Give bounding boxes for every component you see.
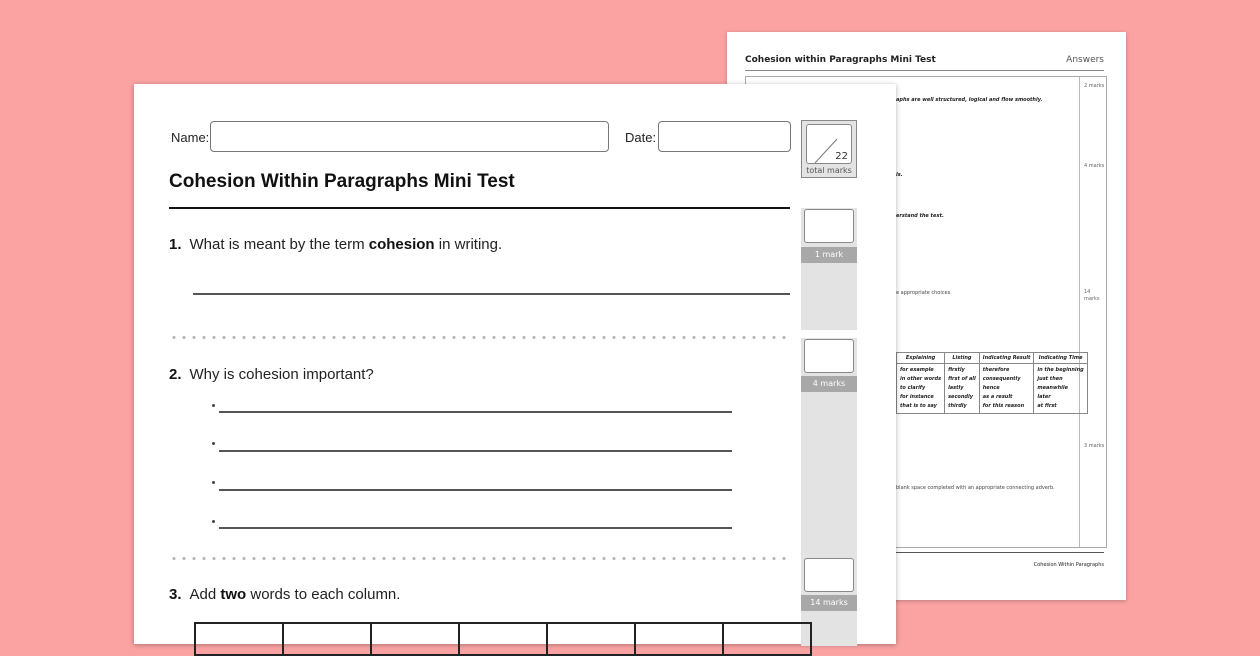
q3-marks-label: 14 marks xyxy=(801,595,857,611)
question-text: words to each column. xyxy=(246,586,401,603)
answer-word: for example xyxy=(900,367,934,373)
answer-line[interactable] xyxy=(219,489,732,491)
answer-mark: 2 marks xyxy=(1084,83,1105,89)
word-table-cell[interactable] xyxy=(371,623,459,655)
answers-label: Answers xyxy=(1066,55,1104,65)
answer-word: therefore xyxy=(982,367,1010,373)
question-text: What is meant by the term xyxy=(189,236,369,253)
answer-line[interactable] xyxy=(219,411,732,413)
answer-line[interactable] xyxy=(193,293,790,295)
dotted-separator xyxy=(169,336,790,339)
question-text: in writing. xyxy=(434,236,503,253)
answer-table-header: Indicating Time xyxy=(1034,353,1087,364)
word-table-cell[interactable] xyxy=(723,623,811,655)
answer-word: that is to say xyxy=(900,403,937,409)
date-field[interactable] xyxy=(658,121,791,152)
question-3 xyxy=(169,586,400,603)
name-field[interactable] xyxy=(210,121,609,152)
answer-table xyxy=(896,352,1088,414)
answer-word: first of all xyxy=(948,376,976,382)
question-text: Why is cohesion important? xyxy=(189,366,374,383)
q2-mark-box[interactable] xyxy=(804,339,854,373)
answer-table-header: Indicating Result xyxy=(979,353,1034,364)
word-table-cell[interactable] xyxy=(459,623,547,655)
answer-word: for this reason xyxy=(982,403,1025,409)
answer-table-header: Listing xyxy=(945,353,980,364)
answer-mark: 14 marks xyxy=(1084,289,1100,302)
question-text: Add xyxy=(189,586,221,603)
answer-word: hence xyxy=(982,385,1000,391)
answer-word: in the beginning xyxy=(1037,367,1084,373)
question-number: 3. xyxy=(169,586,182,603)
word-table-cell[interactable] xyxy=(283,623,371,655)
dotted-separator xyxy=(169,557,790,560)
answer-mark: 4 marks xyxy=(1084,163,1105,169)
answer-table-cell xyxy=(945,364,980,414)
question-number: 2. xyxy=(169,366,182,383)
answer-word: just then xyxy=(1037,376,1063,382)
q2-marks-label: 4 marks xyxy=(801,376,857,392)
answer-word: thirdly xyxy=(948,403,967,409)
answer-table-cell xyxy=(979,364,1034,414)
bullet-icon xyxy=(212,520,215,523)
answer-word: to clarify xyxy=(900,385,926,391)
bullet-icon xyxy=(212,404,215,407)
answer-word: meanwhile xyxy=(1037,385,1068,391)
bullet-icon xyxy=(212,442,215,445)
answer-table-cell xyxy=(1034,364,1087,414)
answer-text: erstand the text. xyxy=(896,213,944,219)
answer-line[interactable] xyxy=(219,527,732,529)
answer-word: firstly xyxy=(948,367,965,373)
question-number: 1. xyxy=(169,236,182,253)
date-label: Date: xyxy=(625,130,657,145)
answer-table-header: Explaining xyxy=(897,353,945,364)
worksheet xyxy=(134,84,896,644)
answer-divider xyxy=(1079,77,1080,547)
answer-word: at first xyxy=(1037,403,1057,409)
worksheet-title: Cohesion Within Paragraphs Mini Test xyxy=(169,171,515,192)
answer-note: blank space completed with an appropriate connecting adverb. xyxy=(896,485,1055,491)
title-rule xyxy=(169,207,790,209)
answer-text: e appropriate choices. xyxy=(896,290,952,296)
word-table-cell[interactable] xyxy=(547,623,635,655)
answer-mark: 3 marks xyxy=(1084,443,1105,449)
answer-word: secondly xyxy=(948,394,973,400)
question-2 xyxy=(169,366,374,383)
answer-footer: Cohesion Within Paragraphs xyxy=(1033,562,1104,568)
bullet-icon xyxy=(212,481,215,484)
answer-table-cell xyxy=(897,364,945,414)
answer-text: ls. xyxy=(896,172,903,178)
total-marks-box xyxy=(801,120,857,178)
word-table-cell[interactable] xyxy=(635,623,723,655)
word-table xyxy=(194,622,812,656)
total-marks-field[interactable] xyxy=(806,124,852,164)
name-label: Name: xyxy=(171,130,210,145)
question-1 xyxy=(169,236,502,253)
answer-sheet-title: Cohesion within Paragraphs Mini Test xyxy=(745,55,936,65)
question-keyword: cohesion xyxy=(368,236,435,253)
answer-word: as a result xyxy=(982,394,1013,400)
answer-word: consequently xyxy=(982,376,1021,382)
answer-word: in other words xyxy=(900,376,942,382)
answer-text: aphs are well structured, logical and flow smoothly. xyxy=(896,97,1043,103)
q1-marks-label: 1 mark xyxy=(801,247,857,263)
answer-word: later xyxy=(1037,394,1051,400)
q3-mark-box[interactable] xyxy=(804,558,854,592)
answer-word: for instance xyxy=(900,394,934,400)
total-marks-label: total marks xyxy=(806,166,852,175)
question-keyword: two xyxy=(220,586,247,603)
answer-word: lastly xyxy=(948,385,964,391)
answer-sheet-rule xyxy=(745,70,1104,71)
answer-line[interactable] xyxy=(219,450,732,452)
word-table-cell[interactable] xyxy=(195,623,283,655)
total-marks-value: 22 xyxy=(835,151,848,162)
q1-mark-box[interactable] xyxy=(804,209,854,243)
